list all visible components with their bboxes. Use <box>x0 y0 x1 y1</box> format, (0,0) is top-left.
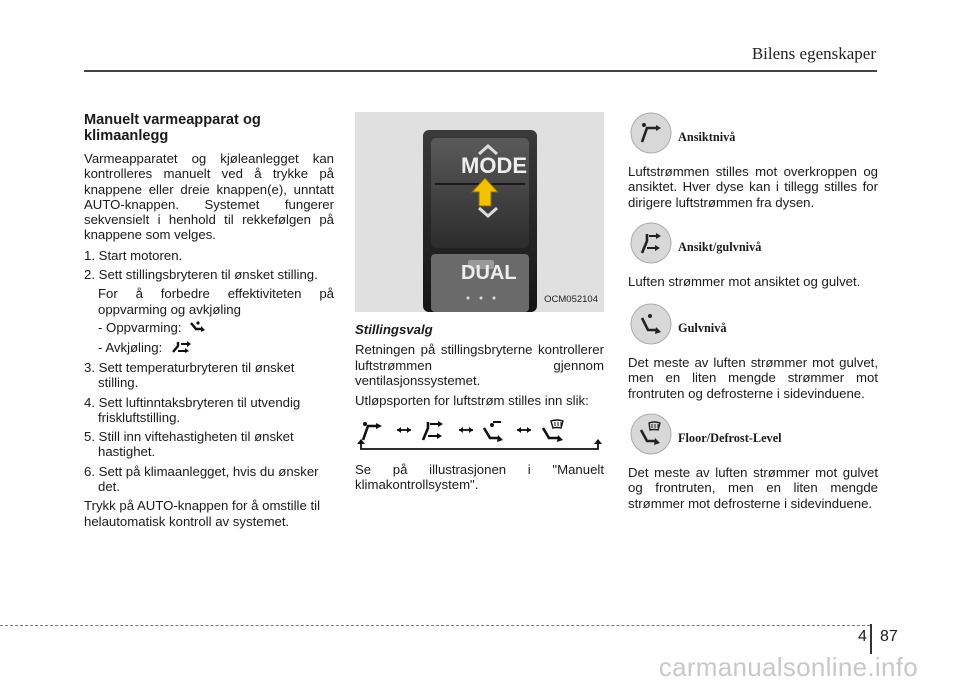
mode-item-floor <box>628 303 878 349</box>
footer-separator <box>870 624 872 654</box>
floor-defrost-vent-icon <box>543 420 563 442</box>
image-code: OCM052104 <box>544 293 598 305</box>
mode-item-bilevel <box>628 222 878 268</box>
mode-switch-photo <box>355 112 604 312</box>
mode-desc-floor-defrost: Det meste av luften strømmer mot gulvet og frontruten, men en liten mengde strømmer mot defrosterne i sidevinduene. <box>628 465 878 511</box>
outro-paragraph: Trykk på AUTO-knappen for å omstille til helautomatisk kontroll av systemet. <box>84 498 320 529</box>
floor-vent-icon <box>189 320 211 336</box>
mode-label-bilevel: Ansikt/gulvnivå <box>678 239 762 254</box>
step-4: 4. Sett luftinntaksbryteren til utvendig friskluftstilling. <box>84 394 301 425</box>
mode-label-floor-defrost: Floor/Defrost-Level <box>678 431 782 446</box>
chapter-number: 4 <box>858 628 867 645</box>
face-vent-icon <box>363 422 382 440</box>
mode-button-label: MODE <box>461 153 527 178</box>
mode-desc-floor: Det meste av luften strømmer mot gulvet, men en liten mengde strømmer mot frontruten og defrosterne i sidevinduene. <box>628 355 878 401</box>
dual-button-label: DUAL <box>461 262 517 284</box>
bi-level-vent-icon <box>170 340 192 357</box>
footer-rule <box>0 625 870 626</box>
header-rule <box>84 70 877 72</box>
bi-level-vent-icon <box>423 421 443 440</box>
step-3: 3. Sett temperaturbryteren til ønsket stilling. <box>84 359 295 391</box>
mode-item-floor-defrost <box>628 413 878 459</box>
page-number: 87 <box>880 628 898 645</box>
paragraph-direction: Retningen på stillingsbryterne kontrollerer luftstrømmen gjennom ventilasjonssystemet. <box>355 342 604 388</box>
step-2-note: For å forbedre effektiviteten på oppvarming og avkjøling <box>98 286 334 317</box>
mode-label-floor: Gulvnivå <box>678 321 727 336</box>
floor-vent-icon <box>630 303 672 348</box>
step-2: 2. Sett stillingsbryteren til ønsket stilling. <box>84 267 318 283</box>
mode-desc-bilevel: Luften strømmer mot ansiktet og gulvet. <box>628 273 861 289</box>
cooling-label: - Avkjøling: <box>98 339 163 355</box>
paragraph-ports: Utløpsporten for luftstrøm stilles inn slik: <box>355 393 589 409</box>
mode-item-face <box>628 112 878 158</box>
step-5: 5. Still inn viftehastigheten til ønsket hastighet. <box>84 429 294 460</box>
bi-level-vent-icon <box>630 222 672 267</box>
step-6: 6. Sett på klimaanlegget, hvis du ønsker det. <box>84 463 319 494</box>
column-mode-selection <box>355 112 604 497</box>
header-title: Bilens egenskaper <box>751 44 876 63</box>
mode-label-face: Ansiktnivå <box>678 130 736 144</box>
step-1: 1. Start motoren. <box>84 247 183 263</box>
floor-defrost-vent-icon <box>630 413 672 458</box>
floor-vent-icon <box>484 422 503 442</box>
watermark: carmanualsonline.info <box>658 652 918 682</box>
section-heading: Manuelt varmeapparat og klimaanlegg <box>84 112 261 144</box>
subheading: Stillingsvalg <box>355 322 433 337</box>
intro-paragraph: Varmeapparatet og kjøleanlegget kan kontrolleres manuelt ved å trykke på knappene eller dreie knappen(e), unntatt AUTO-knappen. Systemet fungerer sekvensielt i henhold til rekkefølgen på knappene som velges. <box>84 151 334 243</box>
face-vent-icon <box>630 112 672 157</box>
heating-item <box>84 320 334 337</box>
column-mode-list <box>628 112 878 511</box>
mode-sequence-diagram <box>355 418 604 453</box>
cooling-item <box>84 340 334 357</box>
heating-label: - Oppvarming: <box>98 319 182 335</box>
mode-desc-face: Luftstrømmen stilles mot overkroppen og ansiktet. Hver dyse kan i tillegg stilles for dirigere luftstrømmen fra dysen. <box>628 164 878 210</box>
column-manual-climate <box>84 112 334 534</box>
paragraph-see-illustration: Se på illustrasjonen i "Manuelt klimakontrollsystem". <box>355 461 604 493</box>
